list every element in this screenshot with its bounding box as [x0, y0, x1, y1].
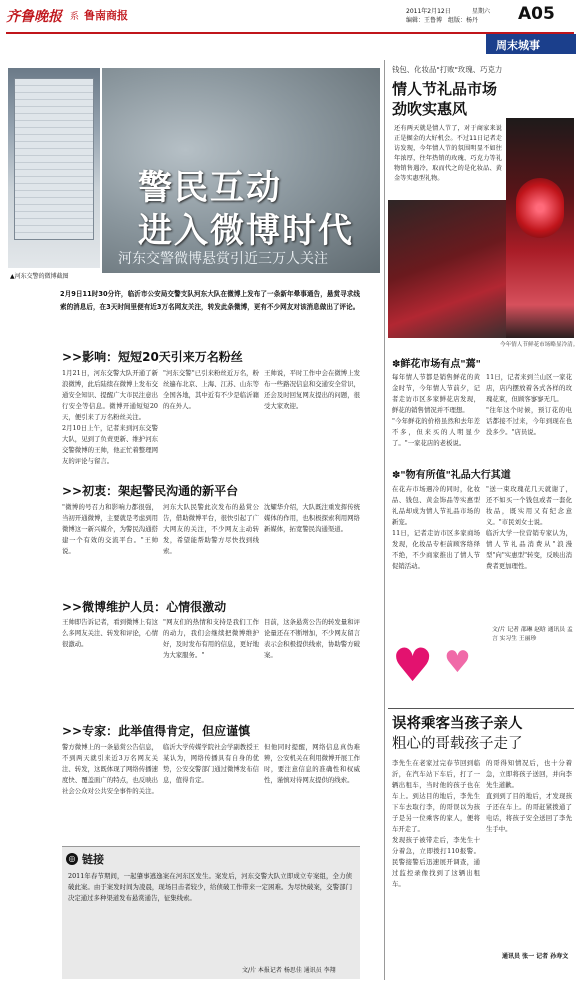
lead-paragraph: 2月9日11时30分许，临沂市公安局交警支队河东大队在微博上发布了一条新年晕事通告，悬赏寻求线索的消息后，在3天时间里便有近3万名网友关注，转发此条微博，更有不少网友对该消息做出了评论。	[60, 290, 360, 311]
page-number: A05	[518, 4, 555, 24]
gift-photo	[506, 118, 574, 338]
expert-col-3: 但他同时提醒，网络信息真伪难辨，公安机关在利用微博开展工作时，要注意信息的准确性和权威性，谨慎对待网友提供的线索。	[264, 743, 360, 784]
link-icon: ◎	[66, 853, 78, 865]
main-title-line1: 警民互动	[138, 168, 282, 208]
gift-photo-left	[388, 200, 506, 338]
photo-caption: ▲河东交警的微博截图	[10, 273, 69, 280]
expert-col-2: 临沂大学传媒学院社会学副教授王某认为，网络传播具有自身的优势，公安交警部门通过微博发布信息，值得肯定。	[163, 743, 259, 784]
section-heading-maintainer: >>微博维护人员：心情很激动	[62, 600, 227, 614]
gift-title-line1: 情人节礼品市场	[392, 80, 498, 98]
gift-col-1: 在花卉市场遇冷的同时，化妆品、钱包、黄金饰品等实惠型礼品却成为情人节礼品市场的新宠。 11日，记者走访市区多家商场发现，化妆品专柜前顾客络绎不绝，不少商家推出了情人节促销活动。	[392, 485, 480, 570]
taxi-title-line2: 粗心的哥载孩子走了	[392, 736, 523, 752]
maintainer-col-3: 目前，这条悬赏公告的转发量和评论量还在不断增加，不少网友留言表示会积极提供线索，协助警方破案。	[264, 618, 360, 659]
sub-paper-name: 鲁南商报	[84, 9, 128, 22]
intent-col-2: 河东大队民警此次发布的悬赏公告，借助微博平台，很快引起了广大网友的关注，不少网友主动转发，希望能帮助警方尽快找到线索。	[163, 503, 259, 555]
taxi-col-2: 的哥得知情况后，也十分着急，立即将孩子送回，并向李先生道歉。 直到到了目的地后，才发现孩子还在车上。的哥赶紧拨通了电话，将孩子安全送回了李先生手中。	[486, 759, 572, 833]
gift-title-line2: 劲吹实惠风	[392, 100, 468, 118]
impact-col-3: 王帅说，平时工作中会在微博上发布一些路况信息和交通安全常识，还会及时回复网友提出的问题，很受大家欢迎。	[264, 369, 360, 410]
series-label: 系	[70, 12, 80, 22]
weekday: 星期六	[472, 8, 491, 15]
gift-section-heading: ✽"物有所值"礼品大行其道	[392, 470, 511, 481]
gift-photo-caption: 今年情人节鲜花市场略显冷清。	[500, 342, 579, 348]
flower-col-1: 每年情人节都是销售鲜花的黄金时节，今年情人节前夕，记者走访市区多家鲜花店发现，鲜花的销售情况并不理想。 "今年鲜花的价格虽然和去年差不多，但来买的人明显少了。"一家花店的老板说。	[392, 373, 480, 447]
column-divider	[384, 60, 385, 980]
section-tab	[486, 34, 576, 54]
photo-frame	[14, 78, 94, 240]
section-heading-intent: >>初衷：架起警民沟通的新平台	[62, 484, 239, 498]
flower-heading: ✽鲜花市场有点"蔫"	[392, 359, 481, 370]
expert-col-1: 警方微博上的一条悬赏公告信息，不到两天就引来近3万名网友关注、转发，这既体现了网络传播速度快、覆盖面广的特点，也反映出社会公众对公共安全事件的关注。	[62, 743, 158, 795]
maintainer-col-2: "网友们的热情和支持是我们工作的动力，我们会继续把微博维护好，及时发布有用的信息，更好地为大家服务。"	[163, 618, 259, 659]
love-graphic	[392, 640, 484, 700]
section-tab-label: 周末城事	[496, 39, 540, 52]
heart-icon: ♥	[392, 638, 434, 692]
link-text: 2011年春节期间，一起肇事逃逸案在河东区发生。案发后，河东交警大队立即成立专案组，全力侦破此案。由于案发时间为凌晨，现场目击者较少，给侦破工作带来一定困难。为尽快破案，交警部门决定通过多种渠道发布悬赏通告，征集线索。	[68, 872, 352, 902]
gift-intro: 还有两天就是情人节了，对于商家来说正是掘金的大好机会。不过11日记者走访发现，今年情人节的氛围明显不如往年浓厚，往年热销的玫瑰、巧克力等礼物销售遇冷，取而代之的是化妆品、黄金等实惠型礼物。	[394, 125, 502, 182]
link-title: 链接	[82, 853, 104, 866]
gift-byline: 文/片 记者 邵琳 赵晗 通讯员 孟言 实习生 王丽珍	[492, 627, 573, 642]
date: 2011年2月12日	[406, 8, 451, 15]
gift-col-2: "送一束玫瑰花几天就谢了，还不如买一个钱包或者一套化妆品，既实用又有纪念意义。"市民刘女士说。 临沂大学一位营销专家认为，情人节礼品消费从"浪漫型"向"实惠型"转变，反映出消费者更加理性。	[486, 485, 572, 570]
masthead	[6, 4, 576, 32]
link-byline: 文/片 本报记者 杨思佳 通讯员 李翔	[242, 967, 336, 974]
taxi-story-rule	[388, 708, 574, 709]
impact-col-1: 1月21日，河东交警大队开通了新浪微博，此后陆续在微博上发布交通安全知识、提醒广大市民注意出行安全等信息。微博开通短短20天，便引来了万名粉丝关注。 2月10日上午，记者来到河东交警大队，见到了负责更新、维护河东交警微博的王帅，他正忙着整理网友的评论与留言。	[62, 369, 158, 465]
editor-line: 编辑：王鲁博 组版：杨丹	[406, 17, 479, 24]
paper-logo: 齐鲁晚报	[6, 9, 62, 25]
flower-heading-icon: ✽	[392, 359, 401, 370]
taxi-byline: 通讯员 张一 记者 孙寿文	[502, 953, 569, 960]
intent-col-3: 沈耀华介绍，大队既注重发挥传统媒体的作用，也积极探索利用网络新媒体，拓宽警民沟通渠道。	[264, 503, 360, 533]
gift-heading-icon: ✽	[392, 470, 401, 481]
gift-kicker: 钱包、化妆品"打败"玫瑰、巧克力	[392, 65, 503, 74]
taxi-title-line1: 误将乘客当孩子亲人	[392, 716, 523, 732]
heart-icon-small: ♥	[444, 645, 471, 680]
flower-col-2: 11日，记者来到兰山区一家花店，店内摆放着各式各样的玫瑰花束，但顾客寥寥无几。 "往年这个时候，预订花的电话都接不过来，今年到现在也没多少。"店员说。	[486, 373, 572, 436]
main-subtitle: 河东交警微博悬赏引近三万人关注	[118, 251, 328, 267]
impact-col-2: "河东交警"已引来粉丝近万名，粉丝遍布北京、上海、江苏、山东等全国各地，其中近有不少是临沂籍的在外人。	[163, 369, 259, 410]
section-heading-expert: >>专家：此举值得肯定，但应谨慎	[62, 724, 251, 738]
hero-photo	[8, 68, 100, 268]
intent-col-1: "微博的号召力和影响力都很强，当初开通微博，主要就是考虑到用微博这一新兴媒介，为警民沟通搭建一个有效的交流平台。"王帅说。	[62, 503, 158, 555]
maintainer-col-1: 王帅即告诉记者，看到微博上有这么多网友关注、转发和评论，心情很激动。	[62, 618, 158, 648]
rose-bouquet	[516, 178, 564, 238]
section-heading-impact: >>影响：短短20天引来万名粉丝	[62, 350, 243, 364]
main-title-line2: 进入微博时代	[138, 211, 354, 251]
link-box	[62, 846, 360, 979]
taxi-col-1: 李先生在老家过完春节回到临沂，在汽车站下车后，打了一辆出租车，当时他的孩子也在车上。到达目的地后，李先生下车去取行李，的哥误以为孩子是另一位乘客的家人，便将车开走了。 发现孩子被带走后，李先生十分着急，立即拨打110报警。民警接警后迅速展开调查，通过监控录像找到了这辆出租车。	[392, 759, 480, 888]
